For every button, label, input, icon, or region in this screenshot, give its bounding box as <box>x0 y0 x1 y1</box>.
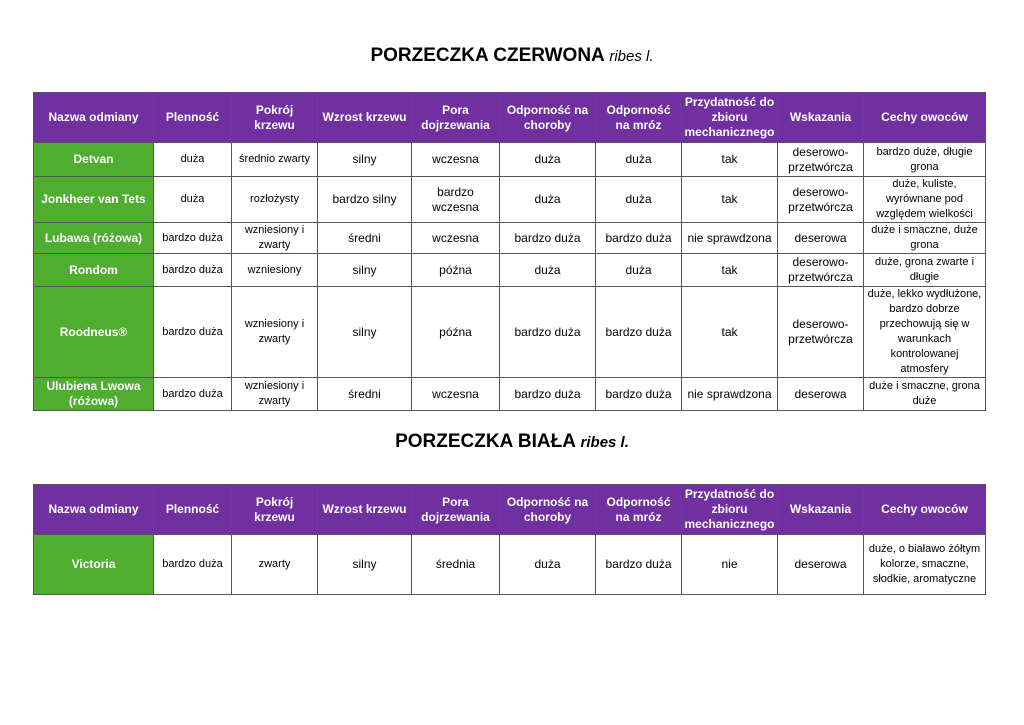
header-frost-resistance: Odporność na mróz <box>596 485 682 535</box>
cell-disease-resistance: bardzo duża <box>500 287 596 378</box>
cell-usage: deserowa <box>778 535 864 595</box>
header-mechanical-harvest: Przydatność do zbioru mechanicznego <box>682 93 778 143</box>
cell-mechanical-harvest: tak <box>682 254 778 287</box>
section-title-czerwona: PORZECZKA CZERWONA ribes l. <box>370 45 654 66</box>
cell-ripening-time: późna <box>412 287 500 378</box>
cell-mechanical-harvest: nie sprawdzona <box>682 223 778 254</box>
cell-yield: bardzo duża <box>154 287 232 378</box>
cell-usage: deserowo-przetwórcza <box>778 287 864 378</box>
cell-frost-resistance: bardzo duża <box>596 223 682 254</box>
header-yield: Plenność <box>154 93 232 143</box>
cell-fruit-features: duże, o białawo żółtym kolorze, smaczne, słodkie, aromatyczne <box>864 535 986 595</box>
cell-fruit-features: duże i smaczne, grona duże <box>864 378 986 411</box>
cell-usage: deserowo-przetwórcza <box>778 177 864 223</box>
cell-ripening-time: późna <box>412 254 500 287</box>
cell-usage: deserowo-przetwórcza <box>778 254 864 287</box>
cell-variety-name: Roodneus® <box>34 287 154 378</box>
cell-ripening-time: średnia <box>412 535 500 595</box>
cell-variety-name: Rondom <box>34 254 154 287</box>
cell-yield: bardzo duża <box>154 378 232 411</box>
header-bush-growth: Wzrost krzewu <box>318 485 412 535</box>
cell-usage: deserowo-przetwórcza <box>778 143 864 177</box>
cell-frost-resistance: duża <box>596 177 682 223</box>
cell-frost-resistance: bardzo duża <box>596 378 682 411</box>
header-mechanical-harvest: Przydatność do zbioru mechanicznego <box>682 485 778 535</box>
cell-disease-resistance: duża <box>500 535 596 595</box>
cell-yield: duża <box>154 177 232 223</box>
header-usage: Wskazania <box>778 485 864 535</box>
cell-mechanical-harvest: tak <box>682 143 778 177</box>
header-usage: Wskazania <box>778 93 864 143</box>
cell-bush-growth: średni <box>318 378 412 411</box>
cell-mechanical-harvest: nie sprawdzona <box>682 378 778 411</box>
cell-variety-name: Lubawa (różowa) <box>34 223 154 254</box>
cell-fruit-features: bardzo duże, długie grona <box>864 143 986 177</box>
header-bush-shape: Pokrój krzewu <box>232 485 318 535</box>
header-row <box>34 93 986 143</box>
cell-variety-name: Ulubiena Lwowa (różowa) <box>34 378 154 411</box>
cell-bush-growth: bardzo silny <box>318 177 412 223</box>
cell-disease-resistance: duża <box>500 177 596 223</box>
header-ripening-time: Pora dojrzewania <box>412 485 500 535</box>
cell-variety-name: Jonkheer van Tets <box>34 177 154 223</box>
table-row <box>34 143 986 177</box>
cell-frost-resistance: bardzo duża <box>596 287 682 378</box>
table-row <box>34 378 986 411</box>
cell-ripening-time: wczesna <box>412 223 500 254</box>
cell-bush-shape: wzniesiony i zwarty <box>232 287 318 378</box>
cell-frost-resistance: duża <box>596 254 682 287</box>
table-row <box>34 254 986 287</box>
cell-bush-shape: średnio zwarty <box>232 143 318 177</box>
cell-fruit-features: duże, grona zwarte i długie <box>864 254 986 287</box>
header-disease-resistance: Odporność na choroby <box>500 485 596 535</box>
cell-disease-resistance: bardzo duża <box>500 223 596 254</box>
cell-mechanical-harvest: nie <box>682 535 778 595</box>
cell-mechanical-harvest: tak <box>682 177 778 223</box>
cell-ripening-time: wczesna <box>412 378 500 411</box>
cell-yield: bardzo duża <box>154 223 232 254</box>
cell-mechanical-harvest: tak <box>682 287 778 378</box>
cell-yield: bardzo duża <box>154 535 232 595</box>
header-yield: Plenność <box>154 485 232 535</box>
variety-table-biala <box>33 484 986 595</box>
header-bush-shape: Pokrój krzewu <box>232 93 318 143</box>
cell-disease-resistance: duża <box>500 143 596 177</box>
variety-table-czerwona <box>33 92 986 411</box>
table-row <box>34 535 986 595</box>
cell-bush-growth: silny <box>318 143 412 177</box>
cell-bush-shape: wzniesiony i zwarty <box>232 378 318 411</box>
cell-usage: deserowa <box>778 378 864 411</box>
cell-fruit-features: duże, kuliste, wyrównane pod względem wielkości <box>864 177 986 223</box>
cell-disease-resistance: duża <box>500 254 596 287</box>
header-disease-resistance: Odporność na choroby <box>500 93 596 143</box>
cell-bush-growth: silny <box>318 535 412 595</box>
cell-yield: bardzo duża <box>154 254 232 287</box>
header-ripening-time: Pora dojrzewania <box>412 93 500 143</box>
table-row <box>34 177 986 223</box>
cell-fruit-features: duże, lekko wydłużone, bardzo dobrze przechowują się w warunkach kontrolowanej atmosfery <box>864 287 986 378</box>
header-fruit-features: Cechy owoców <box>864 93 986 143</box>
cell-bush-growth: silny <box>318 254 412 287</box>
header-bush-growth: Wzrost krzewu <box>318 93 412 143</box>
cell-variety-name: Victoria <box>34 535 154 595</box>
header-row <box>34 485 986 535</box>
cell-ripening-time: wczesna <box>412 143 500 177</box>
cell-bush-growth: średni <box>318 223 412 254</box>
table-row <box>34 287 986 378</box>
cell-bush-growth: silny <box>318 287 412 378</box>
header-frost-resistance: Odporność na mróz <box>596 93 682 143</box>
cell-ripening-time: bardzo wczesna <box>412 177 500 223</box>
table-row <box>34 223 986 254</box>
cell-bush-shape: zwarty <box>232 535 318 595</box>
cell-bush-shape: wzniesiony <box>232 254 318 287</box>
cell-frost-resistance: duża <box>596 143 682 177</box>
section-title-biala: PORZECZKA BIAŁA ribes l. <box>395 431 629 452</box>
cell-bush-shape: rozłożysty <box>232 177 318 223</box>
cell-bush-shape: wzniesiony i zwarty <box>232 223 318 254</box>
header-variety-name: Nazwa odmiany <box>34 485 154 535</box>
header-variety-name: Nazwa odmiany <box>34 93 154 143</box>
cell-disease-resistance: bardzo duża <box>500 378 596 411</box>
cell-yield: duża <box>154 143 232 177</box>
cell-usage: deserowa <box>778 223 864 254</box>
header-fruit-features: Cechy owoców <box>864 485 986 535</box>
cell-fruit-features: duże i smaczne, duże grona <box>864 223 986 254</box>
cell-frost-resistance: bardzo duża <box>596 535 682 595</box>
cell-variety-name: Detvan <box>34 143 154 177</box>
